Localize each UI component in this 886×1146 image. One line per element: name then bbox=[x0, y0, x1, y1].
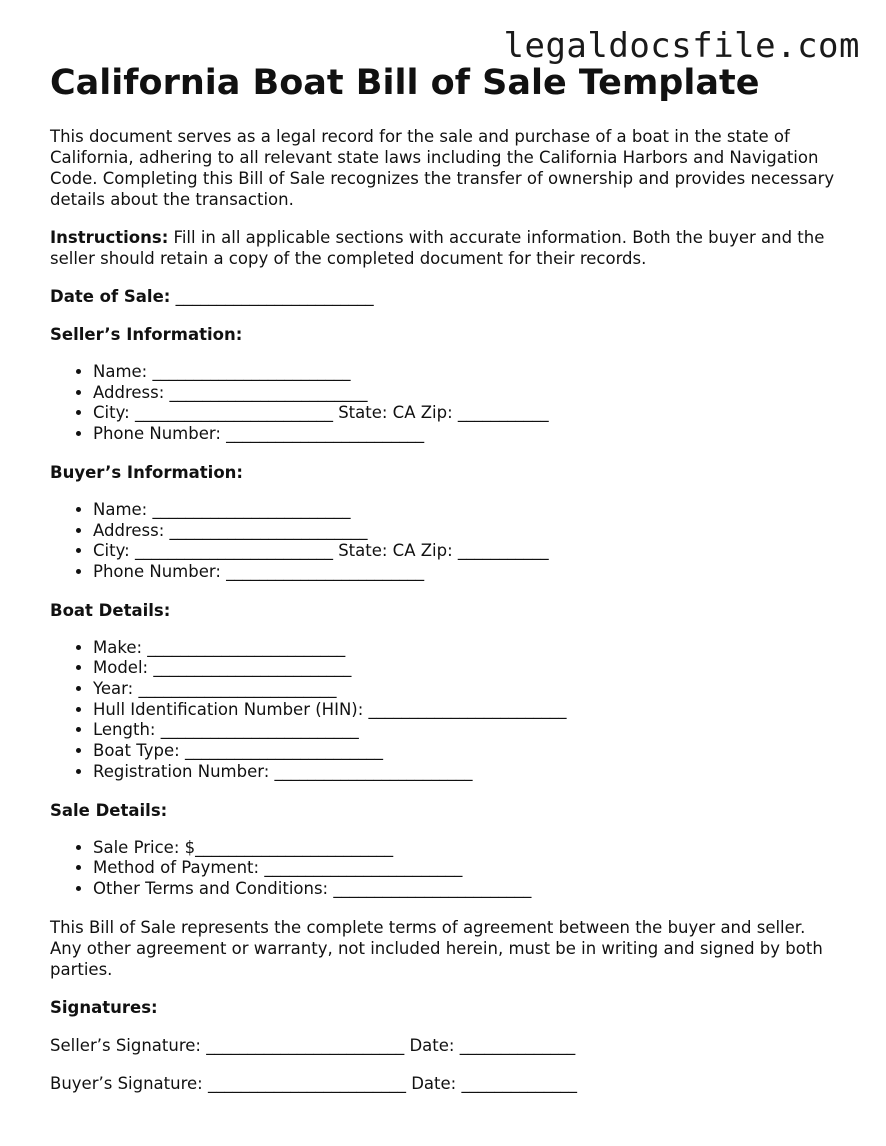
watermark: legaldocsfile.com bbox=[503, 26, 860, 66]
buyer-address-field[interactable]: • Address: ________________________ bbox=[93, 521, 840, 542]
seller-name-field[interactable]: • Name: ________________________ bbox=[93, 362, 840, 383]
buyer-signature-line[interactable]: Buyer’s Signature: ________________________ Date: ______________ bbox=[50, 1073, 577, 1093]
seller-city-state-zip-field[interactable]: • City: ________________________ State: CA Zip: ___________ bbox=[93, 403, 840, 424]
document-title: California Boat Bill of Sale Template bbox=[50, 63, 760, 103]
buyer-city-state-zip-field[interactable]: • City: ________________________ State: CA Zip: ___________ bbox=[93, 541, 840, 562]
seller-list bbox=[50, 362, 840, 445]
buyer-name-field[interactable]: • Name: ________________________ bbox=[93, 500, 840, 521]
payment-method-field[interactable]: • Method of Payment: ________________________ bbox=[93, 858, 840, 879]
boat-make-field[interactable]: • Make: ________________________ bbox=[93, 638, 840, 659]
instructions-paragraph bbox=[50, 227, 840, 269]
closing-paragraph: This Bill of Sale represents the complete terms of agreement between the buyer and seller. Any other agreement or warranty, not included herein, must be in writing and signed by both parties. bbox=[50, 917, 823, 979]
sale-price-field[interactable]: • Sale Price: $________________________ bbox=[93, 838, 840, 859]
date-of-sale-line bbox=[50, 286, 840, 307]
boat-details-heading: Boat Details: bbox=[50, 600, 171, 620]
instructions-text: Fill in all applicable sections with accurate information. Both the buyer and the seller should retain a copy of the completed document for their records. bbox=[50, 228, 825, 268]
boat-model-field[interactable]: • Model: ________________________ bbox=[93, 658, 840, 679]
signatures-heading: Signatures: bbox=[50, 997, 158, 1017]
buyer-heading: Buyer’s Information: bbox=[50, 462, 244, 482]
buyer-phone-field[interactable]: • Phone Number: ________________________ bbox=[93, 562, 840, 583]
date-of-sale-blank[interactable]: ________________________ bbox=[170, 287, 374, 306]
document-page bbox=[50, 60, 840, 1094]
boat-type-field[interactable]: • Boat Type: ________________________ bbox=[93, 741, 840, 762]
buyer-list bbox=[50, 500, 840, 583]
instructions-label: Instructions: bbox=[50, 228, 169, 247]
boat-hin-field[interactable]: • Hull Identification Number (HIN): ________________________ bbox=[93, 700, 840, 721]
intro-paragraph: This document serves as a legal record for the sale and purchase of a boat in the state of California, adhering to all relevant state laws including the California Harbors and Navigation Code. Completing this Bill of Sale recognizes the transfer of ownership and provides necessary details about the transaction. bbox=[50, 127, 835, 209]
boat-length-field[interactable]: • Length: ________________________ bbox=[93, 720, 840, 741]
seller-phone-field[interactable]: • Phone Number: ________________________ bbox=[93, 424, 840, 445]
boat-registration-field[interactable]: • Registration Number: ________________________ bbox=[93, 762, 840, 783]
seller-signature-line[interactable]: Seller’s Signature: ________________________ Date: ______________ bbox=[50, 1035, 576, 1055]
boat-year-field[interactable]: • Year: ________________________ bbox=[93, 679, 840, 700]
boat-details-list bbox=[50, 638, 840, 783]
seller-heading: Seller’s Information: bbox=[50, 325, 243, 344]
date-of-sale-label: Date of Sale: bbox=[50, 287, 171, 306]
seller-address-field[interactable]: • Address: ________________________ bbox=[93, 383, 840, 404]
sale-details-list bbox=[50, 838, 840, 900]
other-terms-field[interactable]: • Other Terms and Conditions: ________________________ bbox=[93, 879, 840, 900]
sale-details-heading: Sale Details: bbox=[50, 800, 168, 820]
